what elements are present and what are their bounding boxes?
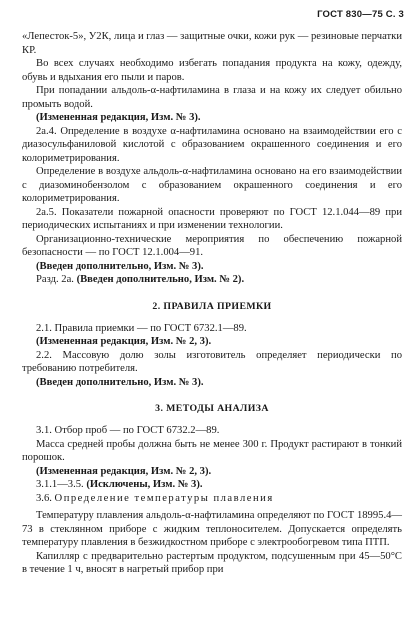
page-header: ГОСТ 830—75 С. 3 (317, 9, 404, 20)
amendment-note: (Введен дополнительно, Изм. № 3). (36, 376, 204, 388)
amendment-note: (Измененная редакция, Изм. № 2, 3). (36, 465, 212, 477)
section-title: 3. МЕТОДЫ АНАЛИЗА (155, 403, 269, 414)
paragraph: Капилляр с предварительно растертым продуктом, подсушенным при 45—50°С в течение 1 ч, вносят в нагретый прибор при (22, 550, 402, 575)
paragraph: 2а.4. Определение в воздухе α-нафтиламина основано на взаимодействии его с диазосульфаниловой кислотой с образованием окрашенного соединения и его колориметрирования. (22, 125, 402, 164)
section-ref: 3.6. (36, 492, 55, 504)
amendment-note: (Введен дополнительно, Изм. № 3). (36, 260, 204, 272)
paragraph: При попадании альдоль-α-нафтиламина в глаза и на кожу их следует обильно промыть водой. (22, 85, 402, 110)
section-title: 2. ПРАВИЛА ПРИЕМКИ (152, 300, 272, 312)
paragraph: «Лепесток-5», У2К, лица и глаз — защитные очки, кожи рук — резиновые перчатки КР. (22, 31, 402, 56)
paragraph: Во всех случаях необходимо избегать попадания продукта на кожу, одежду, обувь и вдыхания его пыли и паров. (22, 58, 402, 83)
paragraph (22, 273, 402, 287)
section-ref: 3.1.1—3.5. (36, 479, 87, 490)
amendment-note: (Исключены, Изм. № 3). (86, 479, 203, 490)
paragraph: Определение в воздухе альдоль-α-нафтиламина основано на его взаимодействии с диазоминобензолом с образованием окрашенного соединения и его колориметрирования. (22, 166, 402, 204)
amendment-note: (Измененная редакция, Изм. № 2, 3). (36, 336, 212, 347)
paragraph: Масса средней пробы должна быть не менее 300 г. Продукт растирают в тонкий порошок. (22, 438, 402, 463)
amendment-note: (Измененная редакция, Изм. № 3). (36, 112, 201, 123)
subsection-title: Определение температуры плавления (54, 492, 274, 504)
document-body (22, 30, 402, 577)
paragraph: 2.1. Правила приемки — по ГОСТ 6732.1—89. (36, 322, 247, 334)
paragraph: Организационно-технические мероприятия по обеспечению пожарной безопасности — по ГОСТ 12.1.004—91. (22, 233, 402, 258)
paragraph (22, 492, 402, 506)
paragraph: 2.2. Массовую долю золы изготовитель определяет периодически по требованию потребителя. (22, 349, 402, 374)
paragraph: 3.1. Отбор проб — по ГОСТ 6732.2—89. (36, 425, 220, 436)
paragraph: 2а.5. Показатели пожарной опасности проверяют по ГОСТ 12.1.044—89 при периодических испытаниях и при изменении технологии. (22, 206, 402, 231)
section-ref: Разд. 2а. (36, 274, 77, 285)
paragraph (22, 478, 402, 492)
amendment-note: (Введен дополнительно, Изм. № 2). (76, 274, 245, 285)
paragraph: Температуру плавления альдоль-α-нафтиламина определяют по ГОСТ 18995.4—73 в стеклянном приборе с жидким теплоносителем. Допускается определять температуру плавления в безжидкостном приборе с электрообогревом типа ПТП. (22, 510, 402, 548)
